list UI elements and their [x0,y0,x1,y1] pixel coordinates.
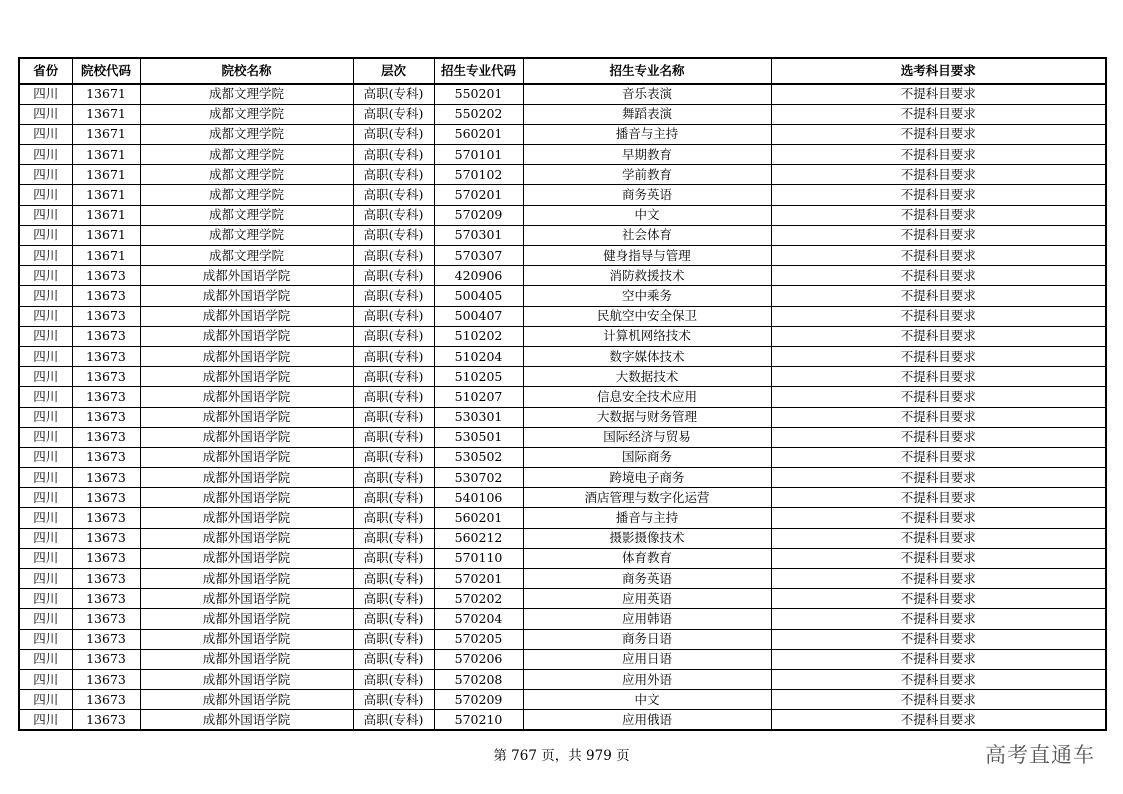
cell-level: 高职(专科) [353,569,434,589]
table-row [19,447,1106,467]
table-row [19,609,1106,629]
cell-subject-requirement: 不提科目要求 [771,488,1106,508]
cell-major-name: 学前教育 [523,165,771,185]
cell-major-code: 550202 [434,104,523,124]
cell-school-code: 13673 [72,589,140,609]
cell-level: 高职(专科) [353,246,434,266]
cell-school-name: 成都外国语学院 [140,468,353,488]
table-row [19,468,1106,488]
cell-major-name: 酒店管理与数字化运营 [523,488,771,508]
cell-major-name: 商务英语 [523,185,771,205]
cell-school-name: 成都外国语学院 [140,548,353,568]
cell-province: 四川 [19,346,72,366]
cell-subject-requirement: 不提科目要求 [771,205,1106,225]
cell-subject-requirement: 不提科目要求 [771,185,1106,205]
cell-level: 高职(专科) [353,589,434,609]
cell-subject-requirement: 不提科目要求 [771,165,1106,185]
cell-level: 高职(专科) [353,326,434,346]
cell-province: 四川 [19,225,72,245]
cell-level: 高职(专科) [353,306,434,326]
cell-level: 高职(专科) [353,468,434,488]
cell-school-code: 13671 [72,225,140,245]
cell-province: 四川 [19,145,72,165]
cell-province: 四川 [19,468,72,488]
cell-level: 高职(专科) [353,367,434,387]
cell-school-name: 成都文理学院 [140,185,353,205]
table-row [19,427,1106,447]
cell-school-code: 13673 [72,326,140,346]
cell-school-name: 成都文理学院 [140,104,353,124]
cell-school-name: 成都外国语学院 [140,488,353,508]
table-row [19,104,1106,124]
cell-level: 高职(专科) [353,690,434,710]
cell-subject-requirement: 不提科目要求 [771,669,1106,689]
cell-major-code: 570202 [434,589,523,609]
table-row [19,306,1106,326]
header-school-code: 院校代码 [72,58,140,84]
table-row [19,246,1106,266]
cell-subject-requirement: 不提科目要求 [771,548,1106,568]
cell-major-code: 570208 [434,669,523,689]
cell-level: 高职(专科) [353,609,434,629]
cell-school-code: 13673 [72,367,140,387]
cell-major-name: 体育教育 [523,548,771,568]
cell-subject-requirement: 不提科目要求 [771,427,1106,447]
cell-province: 四川 [19,286,72,306]
cell-major-name: 数字媒体技术 [523,346,771,366]
cell-province: 四川 [19,427,72,447]
cell-subject-requirement: 不提科目要求 [771,246,1106,266]
cell-school-name: 成都外国语学院 [140,326,353,346]
cell-province: 四川 [19,367,72,387]
cell-major-name: 应用俄语 [523,710,771,730]
cell-level: 高职(专科) [353,205,434,225]
cell-subject-requirement: 不提科目要求 [771,266,1106,286]
cell-school-name: 成都外国语学院 [140,528,353,548]
table-row [19,710,1106,730]
cell-school-code: 13671 [72,246,140,266]
cell-school-name: 成都文理学院 [140,124,353,144]
cell-school-code: 13671 [72,84,140,104]
header-province: 省份 [19,58,72,84]
cell-school-name: 成都外国语学院 [140,589,353,609]
cell-major-name: 大数据技术 [523,367,771,387]
cell-province: 四川 [19,629,72,649]
cell-subject-requirement: 不提科目要求 [771,629,1106,649]
table-row [19,649,1106,669]
cell-school-name: 成都文理学院 [140,165,353,185]
cell-major-name: 大数据与财务管理 [523,407,771,427]
cell-school-code: 13673 [72,528,140,548]
cell-school-code: 13673 [72,629,140,649]
cell-province: 四川 [19,548,72,568]
cell-subject-requirement: 不提科目要求 [771,145,1106,165]
header-major-code: 招生专业代码 [434,58,523,84]
table-row [19,225,1106,245]
cell-province: 四川 [19,326,72,346]
table-row [19,669,1106,689]
cell-subject-requirement: 不提科目要求 [771,407,1106,427]
cell-level: 高职(专科) [353,387,434,407]
cell-province: 四川 [19,266,72,286]
cell-major-name: 商务日语 [523,629,771,649]
table-row [19,548,1106,568]
cell-school-code: 13673 [72,407,140,427]
cell-school-code: 13673 [72,266,140,286]
table-row [19,589,1106,609]
cell-subject-requirement: 不提科目要求 [771,589,1106,609]
cell-school-code: 13673 [72,508,140,528]
cell-school-name: 成都外国语学院 [140,629,353,649]
cell-school-name: 成都外国语学院 [140,690,353,710]
cell-major-name: 早期教育 [523,145,771,165]
cell-major-code: 570110 [434,548,523,568]
cell-province: 四川 [19,690,72,710]
cell-school-name: 成都外国语学院 [140,286,353,306]
cell-school-name: 成都文理学院 [140,246,353,266]
cell-school-name: 成都外国语学院 [140,427,353,447]
cell-major-code: 500407 [434,306,523,326]
cell-province: 四川 [19,124,72,144]
cell-school-name: 成都文理学院 [140,84,353,104]
cell-subject-requirement: 不提科目要求 [771,286,1106,306]
header-school-name: 院校名称 [140,58,353,84]
cell-major-name: 商务英语 [523,569,771,589]
cell-major-code: 560212 [434,528,523,548]
table-row [19,286,1106,306]
cell-subject-requirement: 不提科目要求 [771,447,1106,467]
cell-level: 高职(专科) [353,407,434,427]
cell-province: 四川 [19,589,72,609]
cell-school-code: 13673 [72,649,140,669]
cell-major-code: 570209 [434,205,523,225]
cell-province: 四川 [19,649,72,669]
cell-school-code: 13671 [72,104,140,124]
cell-school-name: 成都外国语学院 [140,710,353,730]
cell-major-name: 信息安全技术应用 [523,387,771,407]
cell-major-name: 应用外语 [523,669,771,689]
cell-school-code: 13673 [72,569,140,589]
admission-table [18,57,1107,731]
cell-major-code: 570206 [434,649,523,669]
cell-school-name: 成都外国语学院 [140,447,353,467]
table-body [19,84,1106,730]
cell-level: 高职(专科) [353,508,434,528]
cell-major-code: 530301 [434,407,523,427]
cell-province: 四川 [19,488,72,508]
cell-school-code: 13673 [72,286,140,306]
cell-level: 高职(专科) [353,225,434,245]
cell-school-code: 13673 [72,346,140,366]
cell-level: 高职(专科) [353,447,434,467]
cell-school-code: 13671 [72,145,140,165]
cell-province: 四川 [19,569,72,589]
cell-level: 高职(专科) [353,528,434,548]
cell-major-name: 健身指导与管理 [523,246,771,266]
cell-subject-requirement: 不提科目要求 [771,690,1106,710]
cell-school-code: 13673 [72,306,140,326]
cell-subject-requirement: 不提科目要求 [771,468,1106,488]
cell-major-name: 计算机网络技术 [523,326,771,346]
cell-major-name: 民航空中安全保卫 [523,306,771,326]
cell-major-name: 播音与主持 [523,124,771,144]
table-row [19,266,1106,286]
cell-level: 高职(专科) [353,84,434,104]
cell-province: 四川 [19,528,72,548]
cell-province: 四川 [19,387,72,407]
cell-school-code: 13673 [72,387,140,407]
cell-level: 高职(专科) [353,145,434,165]
cell-school-name: 成都外国语学院 [140,649,353,669]
table-row [19,165,1106,185]
cell-level: 高职(专科) [353,165,434,185]
cell-subject-requirement: 不提科目要求 [771,649,1106,669]
cell-subject-requirement: 不提科目要求 [771,346,1106,366]
cell-school-code: 13673 [72,548,140,568]
cell-major-code: 570201 [434,569,523,589]
cell-school-code: 13671 [72,205,140,225]
cell-major-code: 530702 [434,468,523,488]
cell-school-name: 成都外国语学院 [140,387,353,407]
cell-subject-requirement: 不提科目要求 [771,104,1106,124]
table-row [19,387,1106,407]
cell-major-name: 跨境电子商务 [523,468,771,488]
cell-major-name: 摄影摄像技术 [523,528,771,548]
cell-school-name: 成都文理学院 [140,225,353,245]
cell-major-code: 570307 [434,246,523,266]
cell-major-code: 570301 [434,225,523,245]
cell-province: 四川 [19,447,72,467]
cell-level: 高职(专科) [353,649,434,669]
cell-major-code: 510204 [434,346,523,366]
table-row [19,326,1106,346]
cell-school-code: 13673 [72,669,140,689]
cell-school-name: 成都外国语学院 [140,266,353,286]
cell-province: 四川 [19,104,72,124]
cell-level: 高职(专科) [353,488,434,508]
table-header [19,58,1106,84]
table-row [19,205,1106,225]
cell-major-code: 570209 [434,690,523,710]
cell-major-name: 音乐表演 [523,84,771,104]
cell-major-name: 播音与主持 [523,508,771,528]
cell-major-name: 社会体育 [523,225,771,245]
cell-school-name: 成都外国语学院 [140,609,353,629]
cell-major-name: 应用日语 [523,649,771,669]
cell-major-name: 国际商务 [523,447,771,467]
admission-table-container [18,57,1105,731]
cell-school-name: 成都外国语学院 [140,508,353,528]
cell-major-code: 530502 [434,447,523,467]
cell-level: 高职(专科) [353,669,434,689]
cell-major-code: 540106 [434,488,523,508]
cell-school-code: 13671 [72,124,140,144]
cell-major-code: 570101 [434,145,523,165]
watermark-logo: 高考直通车 [985,743,1095,767]
cell-school-name: 成都外国语学院 [140,306,353,326]
cell-major-code: 570201 [434,185,523,205]
cell-level: 高职(专科) [353,124,434,144]
cell-school-code: 13673 [72,690,140,710]
cell-major-code: 510205 [434,367,523,387]
cell-major-name: 消防救援技术 [523,266,771,286]
cell-province: 四川 [19,508,72,528]
cell-province: 四川 [19,205,72,225]
table-row [19,407,1106,427]
cell-subject-requirement: 不提科目要求 [771,569,1106,589]
cell-major-name: 国际经济与贸易 [523,427,771,447]
cell-province: 四川 [19,246,72,266]
cell-level: 高职(专科) [353,346,434,366]
table-row [19,629,1106,649]
cell-major-code: 570205 [434,629,523,649]
cell-school-code: 13673 [72,447,140,467]
cell-major-name: 应用韩语 [523,609,771,629]
cell-subject-requirement: 不提科目要求 [771,84,1106,104]
cell-level: 高职(专科) [353,104,434,124]
cell-major-code: 570210 [434,710,523,730]
cell-province: 四川 [19,185,72,205]
cell-major-code: 550201 [434,84,523,104]
cell-major-code: 510207 [434,387,523,407]
cell-school-name: 成都文理学院 [140,145,353,165]
cell-school-name: 成都文理学院 [140,205,353,225]
cell-major-name: 舞蹈表演 [523,104,771,124]
table-row [19,124,1106,144]
header-level: 层次 [353,58,434,84]
table-row [19,488,1106,508]
cell-subject-requirement: 不提科目要求 [771,306,1106,326]
cell-major-code: 570204 [434,609,523,629]
cell-subject-requirement: 不提科目要求 [771,326,1106,346]
cell-school-name: 成都外国语学院 [140,407,353,427]
cell-school-code: 13673 [72,468,140,488]
cell-major-code: 560201 [434,508,523,528]
page-number: 第 767 页，共 979 页 [493,748,630,764]
cell-major-name: 中文 [523,205,771,225]
cell-province: 四川 [19,710,72,730]
cell-school-name: 成都外国语学院 [140,346,353,366]
cell-subject-requirement: 不提科目要求 [771,528,1106,548]
cell-province: 四川 [19,609,72,629]
table-row [19,145,1106,165]
header-major-name: 招生专业名称 [523,58,771,84]
cell-major-code: 560201 [434,124,523,144]
header-subject-requirement: 选考科目要求 [771,58,1106,84]
cell-level: 高职(专科) [353,427,434,447]
cell-major-code: 530501 [434,427,523,447]
cell-subject-requirement: 不提科目要求 [771,609,1106,629]
cell-province: 四川 [19,306,72,326]
cell-major-code: 500405 [434,286,523,306]
cell-school-name: 成都外国语学院 [140,367,353,387]
cell-subject-requirement: 不提科目要求 [771,508,1106,528]
cell-school-code: 13673 [72,427,140,447]
cell-province: 四川 [19,669,72,689]
cell-school-name: 成都外国语学院 [140,669,353,689]
cell-major-code: 510202 [434,326,523,346]
cell-school-code: 13671 [72,185,140,205]
cell-subject-requirement: 不提科目要求 [771,367,1106,387]
table-row [19,84,1106,104]
cell-level: 高职(专科) [353,286,434,306]
cell-level: 高职(专科) [353,710,434,730]
cell-level: 高职(专科) [353,266,434,286]
cell-subject-requirement: 不提科目要求 [771,710,1106,730]
table-row [19,690,1106,710]
table-row [19,528,1106,548]
cell-subject-requirement: 不提科目要求 [771,225,1106,245]
cell-province: 四川 [19,407,72,427]
cell-major-code: 420906 [434,266,523,286]
cell-major-name: 空中乘务 [523,286,771,306]
table-row [19,346,1106,366]
cell-province: 四川 [19,165,72,185]
cell-major-name: 应用英语 [523,589,771,609]
cell-subject-requirement: 不提科目要求 [771,387,1106,407]
cell-level: 高职(专科) [353,185,434,205]
cell-school-code: 13673 [72,488,140,508]
cell-level: 高职(专科) [353,629,434,649]
table-row [19,508,1106,528]
table-row [19,185,1106,205]
cell-level: 高职(专科) [353,548,434,568]
cell-province: 四川 [19,84,72,104]
table-row [19,367,1106,387]
cell-school-code: 13673 [72,609,140,629]
cell-major-code: 570102 [434,165,523,185]
cell-subject-requirement: 不提科目要求 [771,124,1106,144]
header-row [19,58,1106,84]
cell-school-code: 13671 [72,165,140,185]
cell-major-name: 中文 [523,690,771,710]
cell-school-code: 13673 [72,710,140,730]
cell-school-name: 成都外国语学院 [140,569,353,589]
table-row [19,569,1106,589]
